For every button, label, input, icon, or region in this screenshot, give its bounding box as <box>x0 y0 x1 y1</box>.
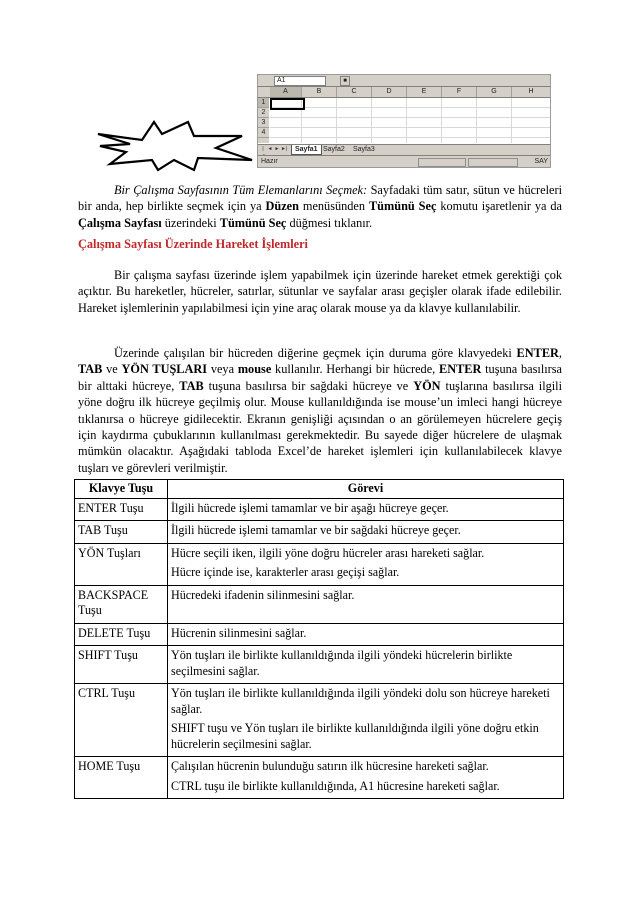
table-row: CTRL Tuşu Yön tuşları ile birlikte kullanıldığında ilgili yöndeki dolu son hücreye hareketi sağlar. SHIFT tuşu ve Yön tuşları ile birlikte kullanıldığında ilgili yöne doğru etkin hücrelerin seçilmesini sağlar. <box>75 684 564 757</box>
table-row: TAB Tuşu İlgili hücrede işlemi tamamlar ve bir sağdaki hücreye geçer. <box>75 521 564 544</box>
column-header: B <box>302 87 337 97</box>
column-header: A <box>270 87 302 97</box>
column-header: E <box>407 87 442 97</box>
row-headers <box>258 98 269 143</box>
sheet-tab: Sayfa2 <box>323 146 345 153</box>
paragraph-select-all: Bir Çalışma Sayfasının Tüm Elemanlarını Seçmek: Sayfadaki tüm satır, sütun ve hücreleri bir anda, hep birlikte seçmek için ya Düzen menüsünden Tümünü Seç komutu işaretlenir ya da Çalışma Sayfası üzerindeki Tümünü Seç düğmesi tıklanır. <box>78 183 563 230</box>
keyboard-keys-table <box>74 479 564 799</box>
column-header: D <box>372 87 407 97</box>
formula-bar <box>258 75 550 87</box>
paragraph-navigation: Üzerinde çalışılan bir hücreden diğerine geçmek için duruma göre klavyedeki ENTER, TAB ve YÖN TUŞLARI veya mouse kullanılır. Herhangi bir hücrede, ENTER tuşuna basılırsa bir alttaki hücreye, TAB tuşuna basılırsa bir sağdaki hücreye ve YÖN tuşlarına basılırsa ilgili yöne doğru ilk hücreye geçilmiş olur. Mouse kullanıldığında ise mouse’un imleci hangi hücreye tıklanırsa o hücreye gidilecektir. Ekranın genişliği açısından o an görülemeyen hücrelere geçiş için kaydırma çubuklarının kullanılması gerekmektedir. Bu sayede diğer hücrelere de ulaşmak mümkün olacaktır. Aşağıdaki tabloda Excel’de hareket işlemleri için kullanılabilecek klavye tuşları ve görevleri verilmiştir. <box>78 346 563 475</box>
status-ready: Hazır <box>261 158 278 165</box>
table-header-row <box>75 480 564 499</box>
cell-grid <box>270 98 550 143</box>
first-sheet-icon: | <box>262 146 264 152</box>
active-cell <box>270 98 305 110</box>
row-header: 1 <box>258 98 269 108</box>
table-row: HOME Tuşu Çalışılan hücrenin bulunduğu satırın ilk hücresine hareketi sağlar. CTRL tuşu ile birlikte kullanıldığında, A1 hücresine hareketi sağlar. <box>75 757 564 799</box>
table-row: DELETE Tuşu Hücrenin silinmesini sağlar. <box>75 623 564 646</box>
select-all-marker: ■ <box>340 76 350 86</box>
name-box: A1 <box>274 76 326 86</box>
status-bar <box>258 155 550 168</box>
paragraph-intro: Bir çalışma sayfası üzerinde işlem yapabilmek için üzerinde hareket etmek gerektiği çok açıktır. Bu hareketler, hücreler, satırlar, sütunlar ve sayfalar arası geçişler olarak ifade edilebilir. Hareket işlemlerinin yapılabilmesi için yine araç olarak mouse ya da klavye kullanılabilir. <box>78 268 562 315</box>
column-header-key: Klavye Tuşu <box>75 480 168 499</box>
status-caps: SAY <box>534 158 548 165</box>
last-sheet-icon: ►| <box>281 146 288 152</box>
column-header: C <box>337 87 372 97</box>
column-header: F <box>442 87 477 97</box>
column-header: H <box>512 87 551 97</box>
table-row: YÖN Tuşları Hücre seçili iken, ilgili yöne doğru hücreler arası hareketi sağlar. Hücre içinde ise, karakterler arası geçişi sağlar. <box>75 543 564 585</box>
table-row: ENTER Tuşu İlgili hücrede işlemi tamamlar ve bir aşağı hücreye geçer. <box>75 498 564 521</box>
next-sheet-icon: ► <box>274 146 280 152</box>
sheet-tab: Sayfa3 <box>353 146 375 153</box>
row-header: 2 <box>258 108 269 118</box>
excel-screenshot <box>257 74 551 168</box>
sheet-tab-bar <box>258 144 550 155</box>
column-headers <box>258 87 550 98</box>
explosion-burst-shape <box>96 120 254 172</box>
column-header: G <box>477 87 512 97</box>
table-row: SHIFT Tuşu Yön tuşları ile birlikte kullanıldığında ilgili yöndeki hücrelerin birlikte seçilmesini sağlar. <box>75 646 564 684</box>
prev-sheet-icon: ◄ <box>267 146 273 152</box>
table-row: BACKSPACE Tuşu Hücredeki ifadenin silinmesini sağlar. <box>75 585 564 623</box>
row-header: 4 <box>258 128 269 138</box>
row-header: 3 <box>258 118 269 128</box>
column-header-function: Görevi <box>168 480 564 499</box>
sheet-tab: Sayfa1 <box>291 145 322 155</box>
section-heading: Çalışma Sayfası Üzerinde Hareket İşlemleri <box>78 237 308 251</box>
